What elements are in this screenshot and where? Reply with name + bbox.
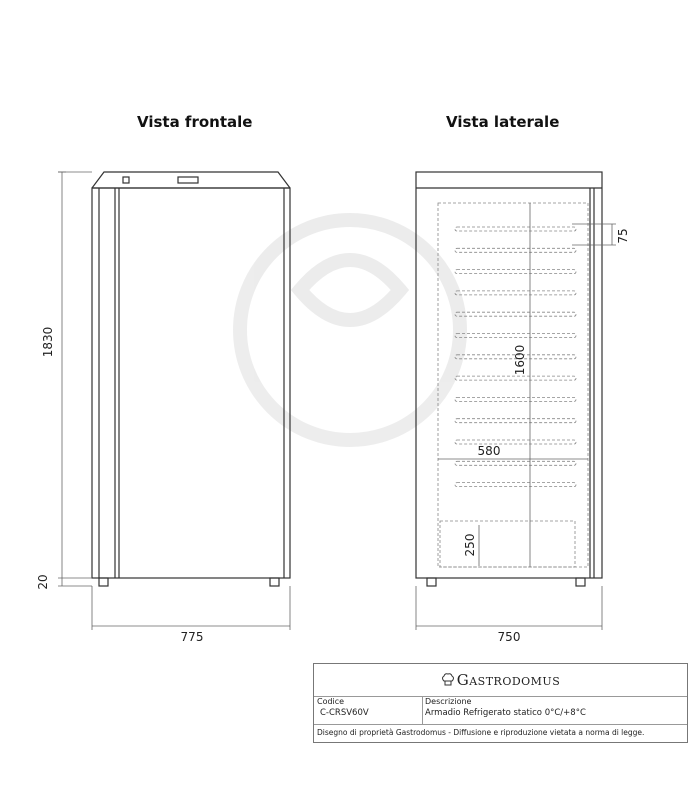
- shelf-guide: [455, 483, 576, 487]
- shelf-guide: [455, 270, 576, 274]
- interior-cavity: [438, 203, 588, 567]
- front-foot-left: [99, 578, 108, 586]
- front-width-label: 775: [180, 630, 204, 644]
- thermostat-display: [178, 177, 198, 183]
- interior-outline: [438, 203, 588, 567]
- code-value: C-CRSV60V: [320, 708, 369, 718]
- front-foot-right: [270, 578, 279, 586]
- title-block: [313, 663, 688, 743]
- shelf-guide: [455, 334, 576, 338]
- description-label: Descrizione: [425, 697, 472, 706]
- bottom-compartment: [440, 521, 575, 567]
- ownership-note: Disegno di proprietà Gastrodomus - Diffusione e riproduzione vietata a norma di legge.: [317, 728, 645, 737]
- chef-hat-icon: [441, 672, 455, 688]
- side-foot-right: [576, 578, 585, 586]
- brand-name: Gastrodomus: [456, 671, 561, 689]
- description-cell: [422, 696, 687, 725]
- shelf-guide: [455, 376, 576, 380]
- side-width-dimension: [416, 586, 602, 630]
- shelf-guide: [455, 312, 576, 316]
- side-view-title: Vista laterale: [446, 113, 560, 131]
- side-width-label: 750: [497, 630, 521, 644]
- code-cell: [314, 696, 423, 725]
- bottom-compartment-label: 250: [463, 533, 477, 557]
- code-label: Codice: [317, 697, 345, 706]
- front-view: [92, 172, 290, 586]
- description-value: Armadio Refrigerato statico 0°C/+8°C: [425, 708, 586, 718]
- shelf-guide: [455, 397, 576, 401]
- front-view-title: Vista frontale: [137, 113, 253, 131]
- shelf-pitch-label: 75: [616, 228, 630, 244]
- front-height-label: 1830: [41, 326, 55, 358]
- control-indicator: [123, 177, 129, 183]
- interior-depth-label: 580: [477, 444, 501, 458]
- interior-height-label: 1600: [513, 344, 527, 376]
- shelf-guide: [455, 440, 576, 444]
- watermark-logo: [240, 220, 460, 440]
- side-foot-left: [427, 578, 436, 586]
- shelf-guide: [455, 227, 576, 231]
- front-width-dimension: [92, 586, 290, 630]
- front-top-panel: [92, 172, 290, 188]
- shelf-guide: [455, 419, 576, 423]
- brand-row: [314, 664, 687, 697]
- shelf-guide: [455, 291, 576, 295]
- shelf-guide: [455, 248, 576, 252]
- feet-height-label: 20: [36, 574, 50, 590]
- shelf-guide: [455, 461, 576, 465]
- front-height-dimension: [58, 172, 92, 586]
